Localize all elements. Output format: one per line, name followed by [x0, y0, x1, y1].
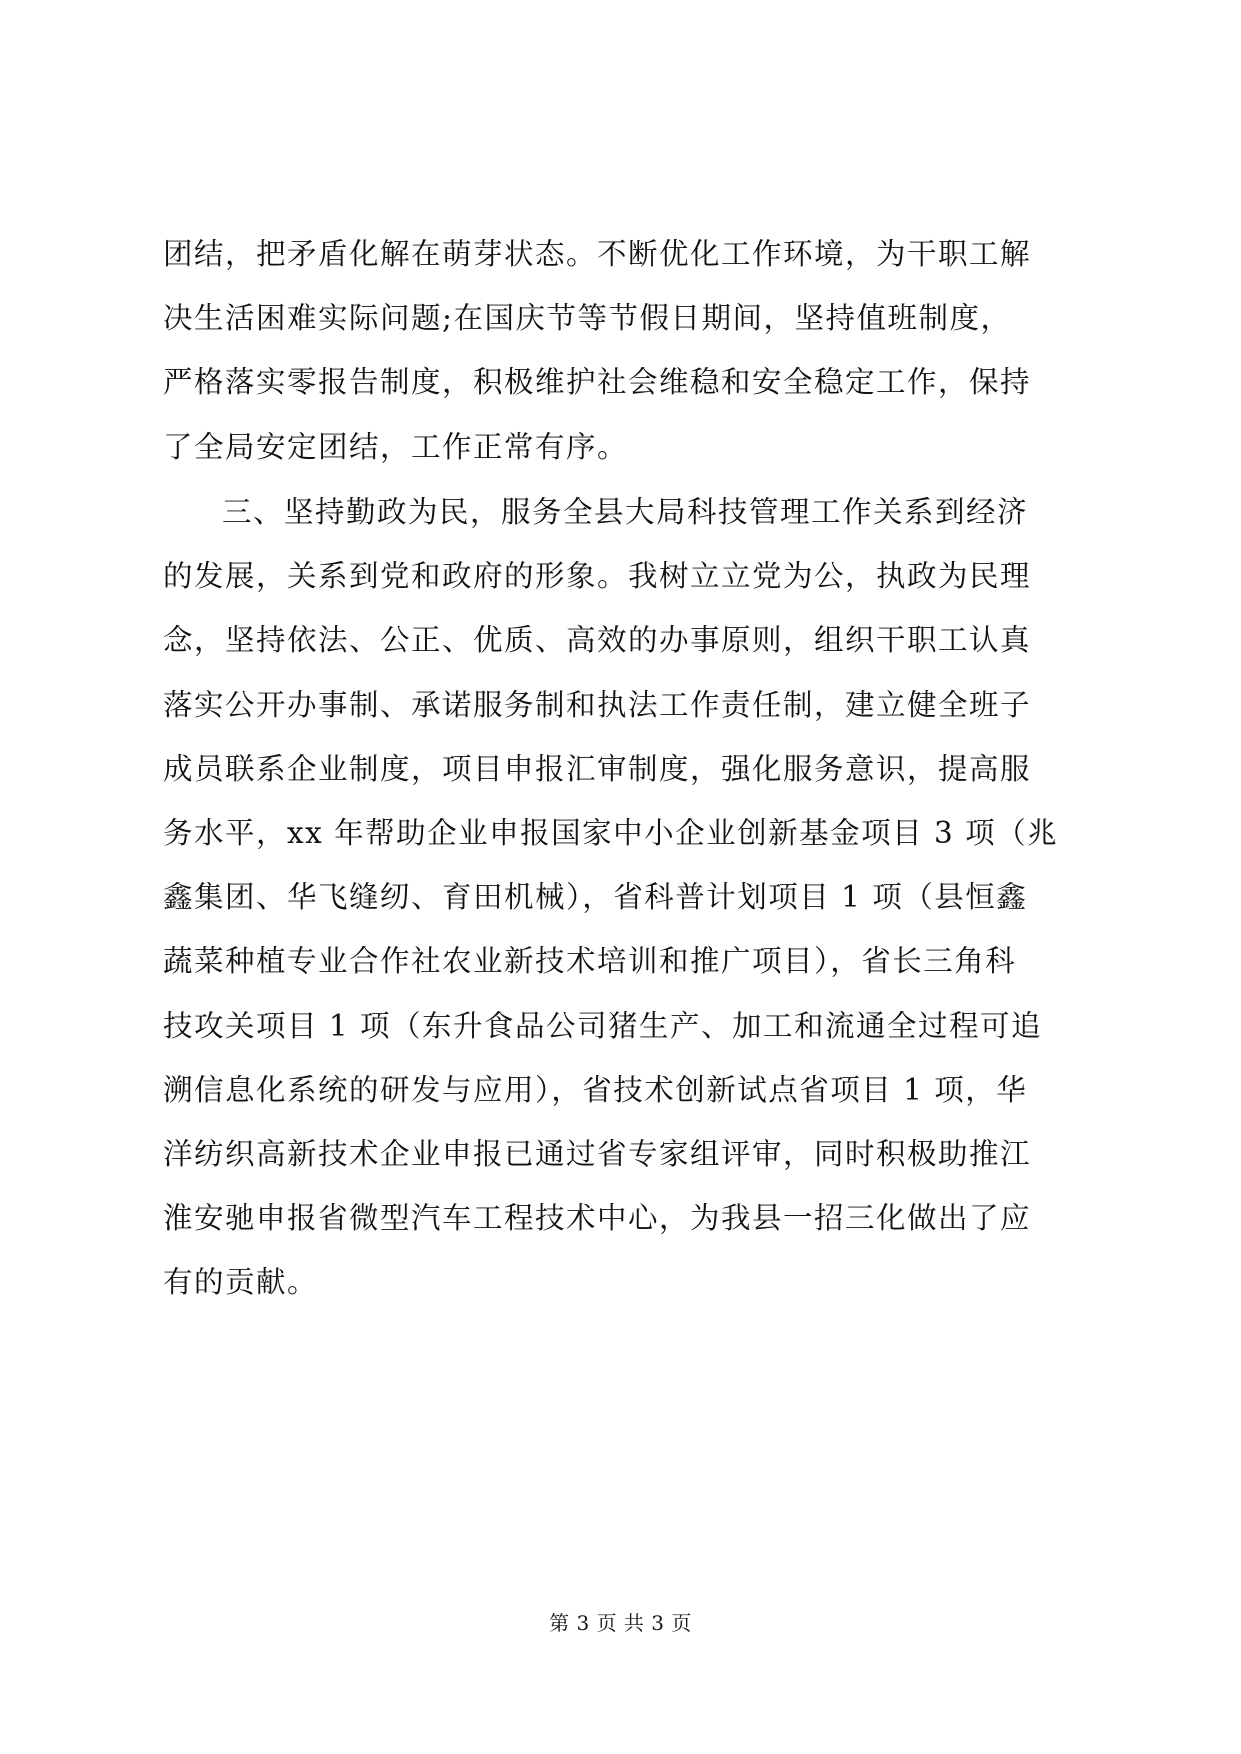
paragraph-continuation: [163, 222, 1088, 479]
paragraph-line: 落实公开办事制、承诺服务制和执法工作责任制，建立健全班子: [163, 687, 1032, 722]
paragraph-line: 蔬菜种植专业合作社农业新技术培训和推广项目），省长三角科: [163, 944, 1017, 979]
paragraph-line: 团结，把矛盾化解在萌芽状态。不断优化工作环境，为干职工解: [163, 237, 1032, 271]
paragraph-line: 有的贡献。: [163, 1265, 319, 1300]
page-number-footer: 第 3 页 共 3 页: [549, 1611, 692, 1635]
paragraph-line: 决生活困难实际问题;在国庆节等节假日期间，坚持值班制度，: [163, 301, 1012, 336]
paragraph-line: 念，坚持依法、公正、优质、高效的办事原则，组织干职工认真: [163, 623, 1032, 658]
paragraph-line: 洋纺织高新技术企业申报已通过省专家组评审，同时积极助推江: [163, 1136, 1032, 1171]
paragraph-line: 了全局安定团结，工作正常有序。: [163, 429, 629, 464]
paragraph-line: 技攻关项目 1 项（东升食品公司猪生产、加工和流通全过程可追: [163, 1008, 1043, 1043]
paragraph-line: 务水平，xx 年帮助企业申报国家中小企业创新基金项目 3 项（兆: [163, 815, 1059, 850]
paragraph-line: 淮安驰申报省微型汽车工程技术中心，为我县一招三化做出了应: [163, 1201, 1032, 1236]
paragraph-line: 三、坚持勤政为民，服务全县大局科技管理工作关系到经济: [222, 495, 1029, 529]
paragraph-line: 溯信息化系统的研发与应用），省技术创新试点省项目 1 项，华: [163, 1072, 1028, 1107]
paragraph-line: 鑫集团、华飞缝纫、育田机械），省科普计划项目 1 项（县恒鑫: [163, 880, 1028, 915]
paragraph-line: 成员联系企业制度，项目申报汇审制度，强化服务意识，提高服: [163, 751, 1032, 786]
paragraph-line: 严格落实零报告制度，积极维护社会维稳和安全稳定工作，保持: [163, 365, 1032, 400]
paragraph-line: 的发展，关系到党和政府的形象。我树立立党为公，执政为民理: [163, 559, 1032, 594]
paragraph-section-three: [163, 480, 1088, 1314]
